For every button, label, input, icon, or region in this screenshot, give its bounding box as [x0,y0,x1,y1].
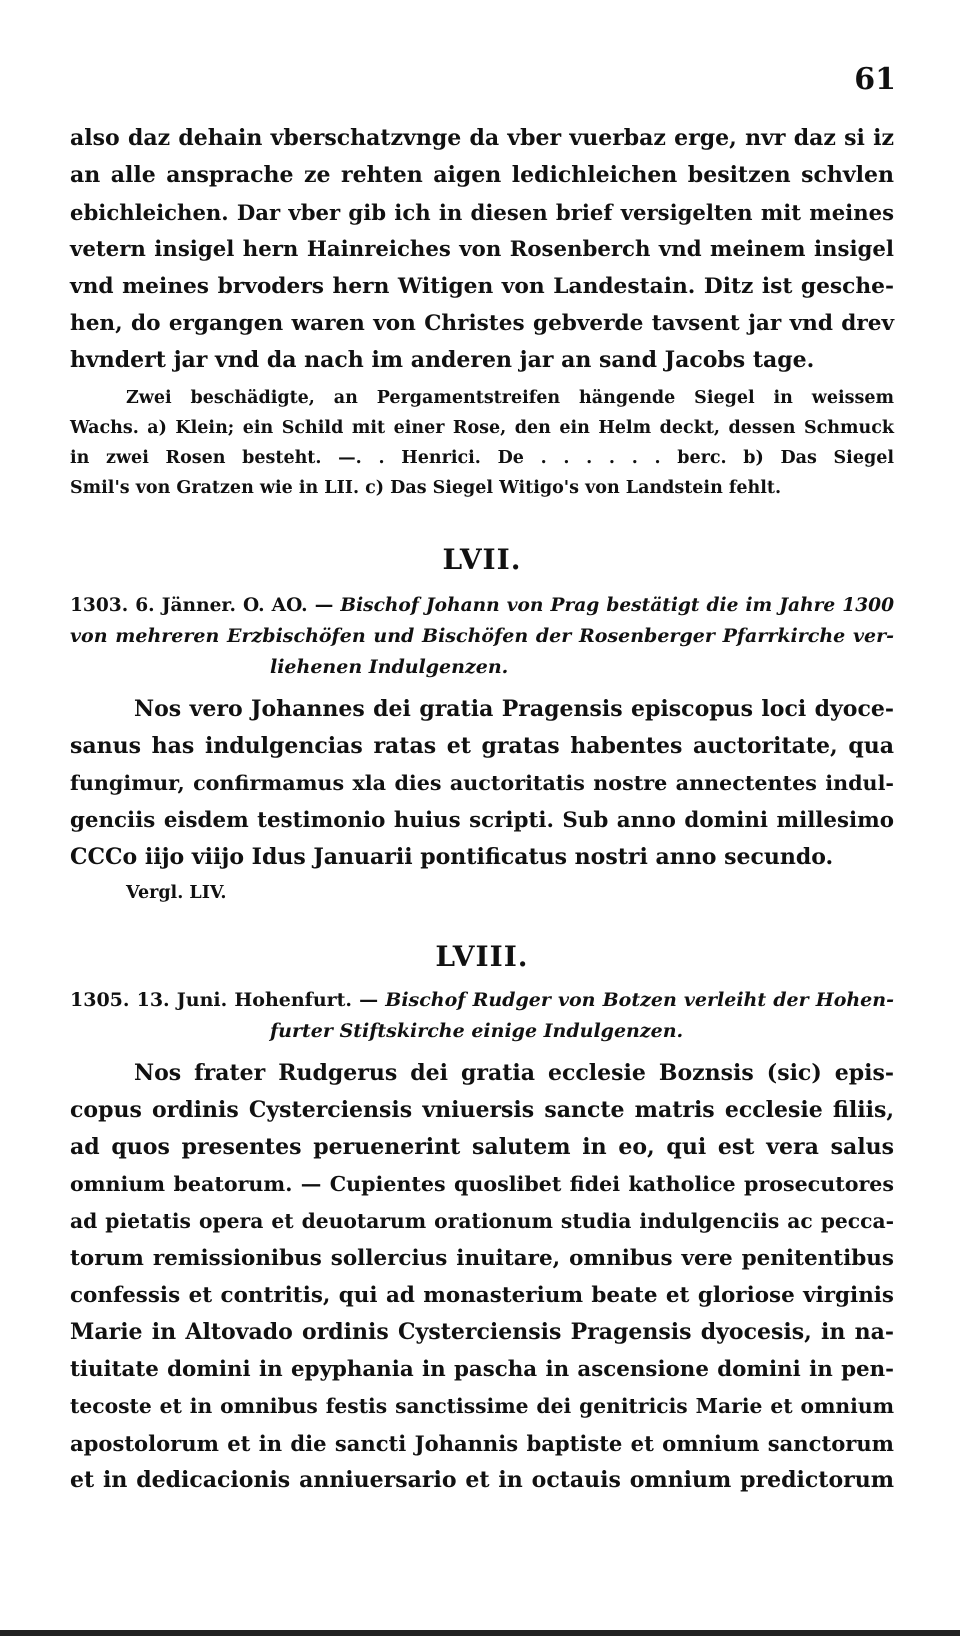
regest-lviii [70,985,894,1047]
text-line: ad pietatis opera et deuotarum orationum studia indulgenciis ac pecca- [70,1209,894,1233]
reference-note: Vergl. LIV. [126,883,227,903]
page-content [70,60,894,1499]
note-line: Wachs. a) Klein; ein Schild mit einer Rose, den ein Helm deckt, dessen Schmuck [70,418,894,438]
regest-line [70,590,894,621]
text-line: confessis et contritis, qui ad monasterium beate et gloriose virginis [70,1283,894,1308]
text-line: genciis eisdem testimonio huius scripti. Sub anno domini millesimo [70,808,894,833]
regest-date: 1305. 13. Juni. Hohenfurt. — [70,989,379,1011]
note-line: Zwei beschädigte, an Pergamentstreifen hängende Siegel in weissem [126,388,894,408]
regest-summary: liehenen Indulgenzen. [270,656,509,678]
document-heading-lviii: LVIII. [435,940,529,973]
document-heading-lvii: LVII. [442,543,522,576]
text-block-3 [70,1055,894,1499]
text-line: an alle ansprache ze rehten aigen ledichleichen besitzen schvlen [70,162,894,188]
text-line: ad quos presentes peruenerint salutem in eo, qui est vera salus [70,1134,894,1160]
text-line: tecoste et in omnibus festis sanctissime dei genitricis Marie et omnium [70,1394,894,1418]
text-line: CCCo iijo viijo Idus Januarii pontificatus nostri anno secundo. [70,844,834,870]
text-line: hvndert jar vnd da nach im anderen jar an sand Jacobs tage. [70,347,815,373]
regest-lvii [70,590,894,683]
text-block-2 [70,691,894,876]
regest-line [70,1016,894,1047]
page-bottom-edge [0,1630,960,1636]
regest-summary: furter Stiftskirche einige Indulgenzen. [270,1020,684,1042]
text-block-1 [70,120,894,379]
text-line: torum remissionibus sollercius inuitare, omnibus vere penitentibus [70,1246,894,1271]
note-line: in zwei Rosen besteht. —. . Henrici. De . . . . . . berc. b) Das Siegel [70,448,894,468]
text-line: vnd meines brvoders hern Witigen von Landestain. Ditz ist gesche- [70,274,894,299]
text-line: Nos frater Rudgerus dei gratia ecclesie Boznsis (sic) epis- [134,1060,894,1086]
text-line: copus ordinis Cysterciensis vniuersis sancte matris ecclesie filiis, [70,1097,894,1123]
regest-summary: Bischof Rudger von Botzen verleiht der Hohen- [385,989,894,1011]
text-line: Nos vero Johannes dei gratia Pragensis episcopus loci dyoce- [134,696,894,722]
text-line: also daz dehain vberschatzvnge da vber vuerbaz erge, nvr daz si iz [70,125,894,151]
text-line: ebichleichen. Dar vber gib ich in diesen brief versigelten mit meines [70,200,894,225]
text-line: vetern insigel hern Hainreiches von Rosenberch vnd meinem insigel [70,237,894,262]
text-line: Marie in Altovado ordinis Cysterciensis Pragensis dyocesis, in na- [70,1319,894,1345]
regest-line [70,621,894,652]
text-line: tiuitate domini in epyphania in pascha in ascensione domini in pen- [70,1357,894,1382]
page-number: 61 [854,62,896,97]
seal-note [70,383,894,503]
regest-summary: von mehreren Erzbischöfen und Bischöfen der Rosenberger Pfarrkirche ver- [70,625,894,647]
text-line: apostolorum et in die sancti Johannis baptiste et omnium sanctorum [70,1431,894,1456]
text-line: fungimur, confirmamus xla dies auctoritatis nostre annectentes indul- [70,771,894,795]
text-line: sanus has indulgencias ratas et gratas habentes auctoritate, qua [70,733,894,759]
text-line: omnium beatorum. — Cupientes quoslibet fidei katholice prosecutores [70,1172,894,1196]
regest-date: 1303. 6. Jänner. O. AO. — [70,595,334,616]
regest-summary: Bischof Johann von Prag bestätigt die im Jahre 1300 [340,595,895,616]
regest-line [70,985,894,1016]
note-line: Smil's von Gratzen wie in LII. c) Das Siegel Witigo's von Landstein fehlt. [70,478,782,498]
text-line: hen, do ergangen waren von Christes gebverde tavsent jar vnd drev [70,311,894,336]
regest-line [70,652,894,683]
text-line: et in dedicacionis anniuersario et in octauis omnium predictorum [70,1467,894,1493]
